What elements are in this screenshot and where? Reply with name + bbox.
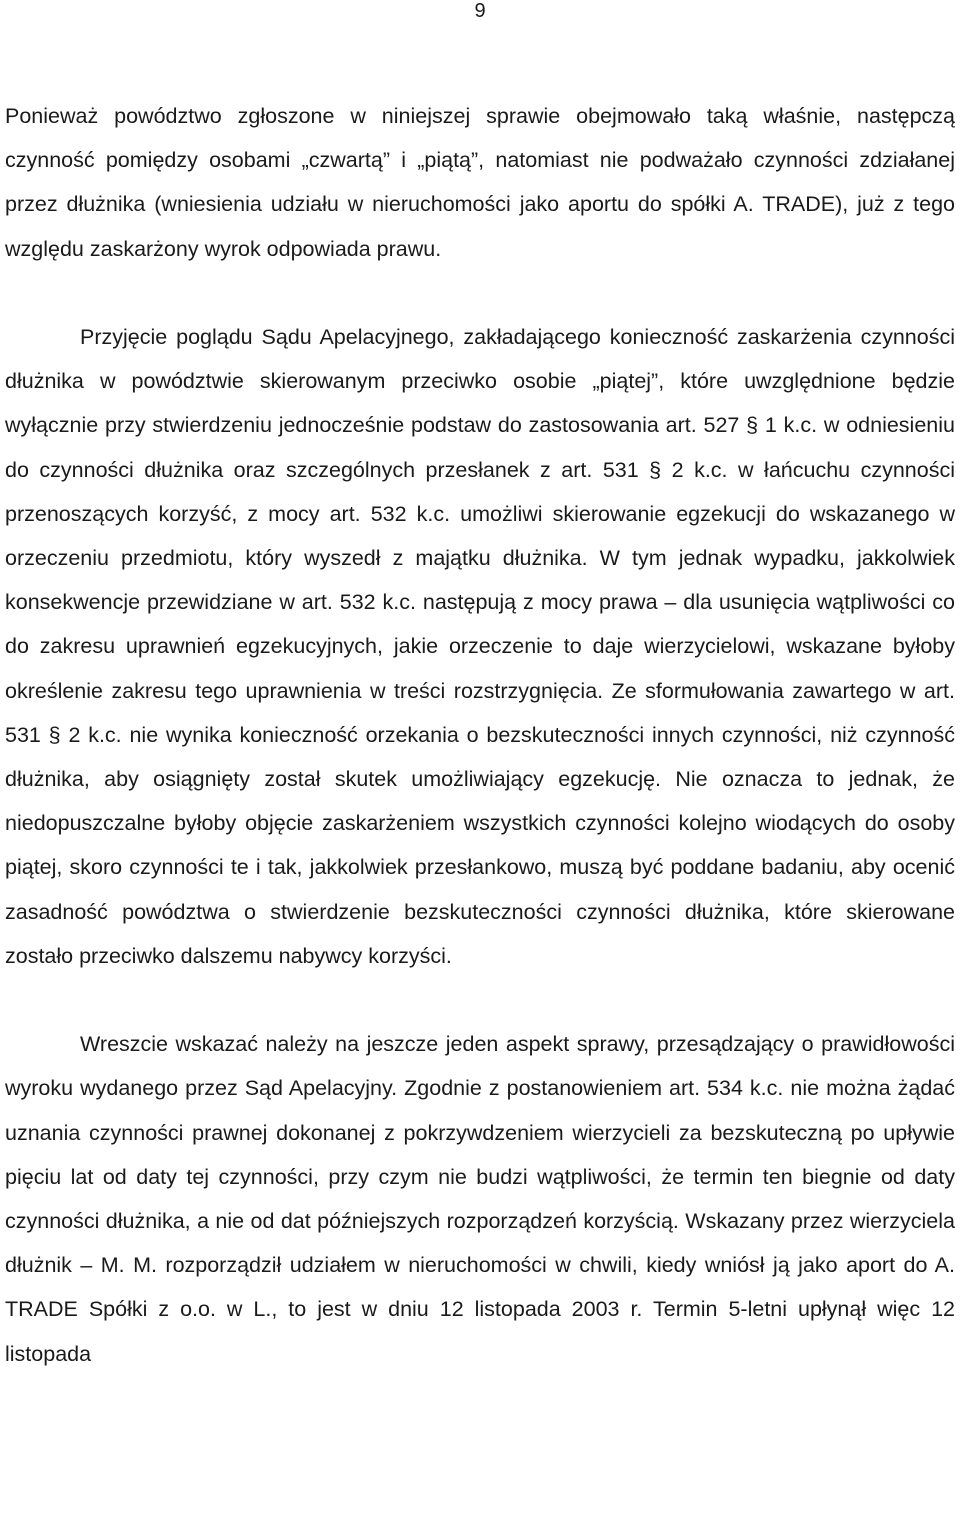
paragraph-3: Wreszcie wskazać należy na jeszcze jeden aspekt sprawy, przesądzający o prawidłowości wyroku wydanego przez Sąd Apelacyjny. Zgodnie z postanowieniem art. 534 k.c. nie można żądać uznania czynności prawnej dokonanej z pokrzywdzeniem wierzycieli za bezskuteczną po upływie pięciu lat od daty tej czynności, przy czym nie budzi wątpliwości, że termin ten biegnie od daty czynności dłużnika, a nie od dat późniejszych rozporządzeń korzyścią. Wskazany przez wierzyciela dłużnik – M. M. rozporządził udziałem w nieruchomości w chwili, kiedy wniósł ją jako aport do A. TRADE Spółki z o.o. w L., to jest w dniu 12 listopada 2003 r. Termin 5-letni upłynął więc 12 listopada [5, 1032, 955, 1366]
document-body [5, 94, 955, 1376]
page-number: 9 [474, 0, 486, 22]
paragraph-2: Przyjęcie poglądu Sądu Apelacyjnego, zakładającego konieczność zaskarżenia czynności dłużnika w powództwie skierowanym przeciwko osobie „piątej”, które uwzględnione będzie wyłącznie przy stwierdzeniu jednocześnie podstaw do zastosowania art. 527 § 1 k.c. w odniesieniu do czynności dłużnika oraz szczególnych przesłanek z art. 531 § 2 k.c. w łańcuchu czynności przenoszących korzyść, z mocy art. 532 k.c. umożliwi skierowanie egzekucji do wskazanego w orzeczeniu przedmiotu, który wyszedł z majątku dłużnika. W tym jednak wypadku, jakkolwiek konsekwencje przewidziane w art. 532 k.c. następują z mocy prawa – dla usunięcia wątpliwości co do zakresu uprawnień egzekucyjnych, jakie orzeczenie to daje wierzycielowi, wskazane byłoby określenie zakresu tego uprawnienia w treści rozstrzygnięcia. Ze sformułowania zawartego w art. 531 § 2 k.c. nie wynika konieczność orzekania o bezskuteczności innych czynności, niż czynność dłużnika, aby osiągnięty został skutek umożliwiający egzekucję. Nie oznacza to jednak, że niedopuszczalne byłoby objęcie zaskarżeniem wszystkich czynności kolejno wiodących do osoby piątej, skoro czynności te i tak, jakkolwiek przesłankowo, muszą być poddane badaniu, aby ocenić zasadność powództwa o stwierdzenie bezskuteczności czynności dłużnika, które skierowane zostało przeciwko dalszemu nabywcy korzyści. [5, 325, 955, 968]
paragraph-1: Ponieważ powództwo zgłoszone w niniejszej sprawie obejmowało taką właśnie, następczą czynność pomiędzy osobami „czwartą” i „piątą”, natomiast nie podważało czynności zdziałanej przez dłużnika (wniesienia udziału w nieruchomości jako aportu do spółki A. TRADE), już z tego względu zaskarżony wyrok odpowiada prawu. [5, 104, 955, 261]
